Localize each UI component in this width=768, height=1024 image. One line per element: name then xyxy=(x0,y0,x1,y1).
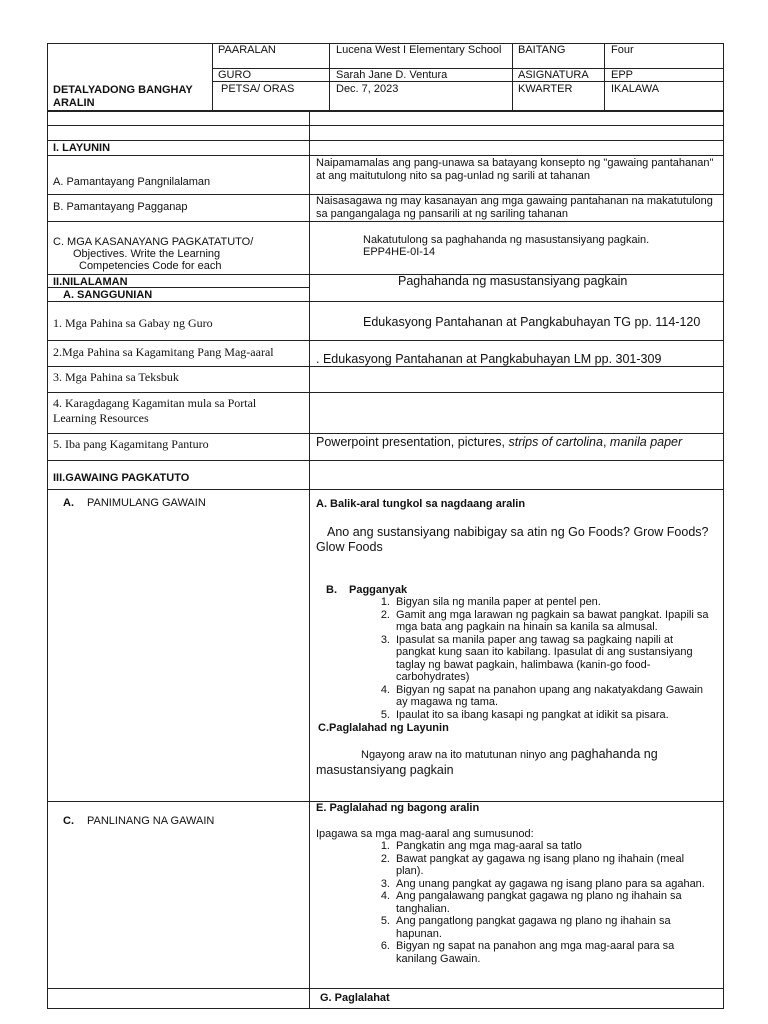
asignatura-value: EPP xyxy=(611,69,634,81)
list-item-text: Gamit ang mga larawan ng pagkain sa bawat pangkat. Ipapili sa mga bata ang pagkain na hinain sa kanila sa almusal. xyxy=(396,608,709,633)
row-rule xyxy=(47,340,724,341)
list-item-text: Ipaulat ito sa ibang kasapi ng pangkat at idikit sa pisara. xyxy=(396,708,669,721)
list-item: 4. Bigyan ng sapat na panahon upang ang nakatyakdang Gawain ay magawa ng tama. xyxy=(380,683,704,708)
list-item: 5. Ipaulat ito sa ibang kasapi ng pangkat at idikit sa pisara. xyxy=(380,708,669,721)
list-item: 6. Bigyan ng sapat na panahon ang mga mag-aaral para sa kanilang Gawain. xyxy=(380,940,675,965)
iba-value-part3: , xyxy=(602,435,610,449)
paglalahat-heading: G. Paglalahat xyxy=(320,992,390,1004)
pamantayang-pangnilalaman-text: Naipamamalas ang pang-unawa sa batayang konsepto ng "gawaing pantahanan" at ang maitutulong nito sa pag-unlad ng sarili at tahanan xyxy=(316,157,714,182)
paglalahad-part2: paghahanda ng masustansiyang pagkain xyxy=(316,747,658,777)
divider xyxy=(512,43,513,112)
row-rule xyxy=(47,433,724,434)
doc-title: DETALYADONG BANGHAY ARALIN xyxy=(53,84,193,109)
paglalahad-part1: Ngayong araw na ito matutunan ninyo ang xyxy=(361,749,571,761)
portal-label: 4. Karagdagang Kagamitan mula sa Portal Learning Resources xyxy=(53,396,257,425)
list-item: 3. Ipasulat sa manila paper ang tawag sa pagkaing napili at pangkat kung saan ito kabilang. Ipasulat di ang sustansiyang taglay ng bawat pagkain, halimbawa (kanin-go food-carbohydrates) xyxy=(380,633,693,683)
kwarter-value: IKALAWA xyxy=(611,83,660,95)
kasanayan-text: Nakatutulong sa paghahanda ng masustansiyang pagkain. xyxy=(363,234,650,246)
list-item: 3. Ang unang pangkat ay gagawa ng isang plano para sa agahan. xyxy=(380,877,705,890)
row-rule xyxy=(47,392,724,393)
list-item-text: Bawat pangkat ay gagawa ng isang plano ng ihahain (meal plan). xyxy=(396,852,685,877)
baitang-value: Four xyxy=(611,44,634,56)
list-item-text: Ang unang pangkat ay gagawa ng isang plano para sa agahan. xyxy=(396,877,705,890)
kasanayan-label-line3: Competencies Code for each xyxy=(79,260,222,272)
list-item: 1. Pangkatin ang mga mag-aaral sa tatlo xyxy=(380,840,582,852)
bagong-aralin-intro: Ipagawa sa mga mag-aaral ang sumusunod: xyxy=(316,828,534,840)
panlinang-letter: C. xyxy=(63,815,74,827)
iba-pang-kagamitan-label: 5. Iba pang Kagamitang Panturo xyxy=(53,437,209,451)
paaralan-value: Lucena West I Elementary School xyxy=(336,44,502,56)
layunin-heading: I. LAYUNIN xyxy=(53,142,111,154)
paglalahad-layunin-text xyxy=(316,747,716,779)
gawain-heading: III.GAWAING PAGKATUTO xyxy=(53,472,190,484)
kagamitang-mag-aaral-label: 2.Mga Pahina sa Kagamitang Pang Mag-aaral xyxy=(53,345,274,359)
gabay-guro-value: Edukasyong Pantahanan at Pangkabuhayan TG pp. 114-120 xyxy=(363,315,701,329)
divider xyxy=(212,81,724,82)
pamantayang-pagganap-label: B. Pamantayang Pagganap xyxy=(53,201,188,213)
guro-label: GURO xyxy=(218,69,251,81)
bagong-aralin-heading: E. Paglalahad ng bagong aralin xyxy=(316,802,480,814)
list-item: 5. Ang pangatlong pangkat gagawa ng plano ng ihahain sa hapunan. xyxy=(380,915,671,940)
divider xyxy=(212,43,213,112)
bagong-aralin-list xyxy=(370,840,710,965)
balik-aral-text: Ano ang sustansiyang nabibigay sa atin ng Go Foods? Grow Foods? Glow Foods xyxy=(316,525,709,554)
gabay-guro-label: 1. Mga Pahina sa Gabay ng Guro xyxy=(53,316,213,330)
list-item: 2. Gamit ang mga larawan ng pagkain sa bawat pangkat. Ipapili sa mga bata ang pagkain na hinain sa kanila sa almusal. xyxy=(380,608,709,633)
list-item-text: Ang pangatlong pangkat gagawa ng plano ng ihahain sa hapunan. xyxy=(396,915,671,940)
kasanayan-label-line2: Objectives. Write the Learning xyxy=(73,248,221,260)
kagamitang-mag-aaral-value: . Edukasyong Pantahanan at Pangkabuhayan LM pp. 301-309 xyxy=(316,352,662,366)
petsa-value: Dec. 7, 2023 xyxy=(336,83,399,95)
list-item-text: Bigyan sila ng manila paper at pentel pen. xyxy=(396,596,601,608)
guro-value: Sarah Jane D. Ventura xyxy=(336,69,448,81)
paglalahad-layunin-heading: C.Paglalahad ng Layunin xyxy=(318,722,449,734)
divider xyxy=(329,43,330,112)
list-item-text: Bigyan ng sapat na panahon upang ang nakatyakdang Gawain ay magawa ng tama. xyxy=(396,683,704,708)
pagganyak-letter: B. xyxy=(326,584,337,596)
iba-value-part2: strips of cartolina xyxy=(508,435,603,449)
iba-value-part1: Powerpoint presentation, pictures, xyxy=(316,435,509,449)
petsa-label: PETSA/ ORAS xyxy=(221,83,295,95)
row-rule xyxy=(47,988,724,989)
asignatura-label: ASIGNATURA xyxy=(518,69,589,81)
list-item: 4. Ang pangalawang pangkat gagawa ng plano ng ihahain sa tanghalian. xyxy=(380,890,682,915)
panimulang-label: PANIMULANG GAWAIN xyxy=(87,497,206,509)
panlinang-label: PANLINANG NA GAWAIN xyxy=(87,815,215,827)
row-rule xyxy=(47,125,724,126)
list-item-text: Pangkatin ang mga mag-aaral sa tatlo xyxy=(396,840,582,852)
sanggunian-heading: A. SANGGUNIAN xyxy=(63,289,153,301)
list-item-text: Ang pangalawang pangkat gagawa ng plano ng ihahain sa tanghalian. xyxy=(396,890,682,915)
row-rule xyxy=(47,489,724,490)
list-item: 2. Bawat pangkat ay gagawa ng isang plano ng ihahain (meal plan). xyxy=(380,852,685,877)
baitang-label: BAITANG xyxy=(518,44,566,56)
nilalaman-heading: II.NILALAMAN xyxy=(53,276,128,288)
kasanayan-label-line1: C. MGA KASANAYANG PAGKATATUTO/ xyxy=(53,236,254,248)
row-rule xyxy=(47,155,724,156)
column-divider xyxy=(309,110,310,1009)
list-item-text: Ipasulat sa manila paper ang tawag sa pagkaing napili at pangkat kung saan ito kabilang. Ipasulat di ang sustansiyang taglay ng bawat pagkain, halimbawa (kanin-go food-carbohydrates) xyxy=(396,633,693,683)
panimulang-letter: A. xyxy=(63,497,74,509)
iba-pang-kagamitan-value xyxy=(316,435,682,450)
pagganyak-list xyxy=(370,596,710,721)
pamantayang-pagganap-text: Naisasagawa ng may kasanayan ang mga gawaing pantahanan na makatutulong sa pangangalaga ng pansarili at ng sariling tahanan xyxy=(316,195,713,220)
divider xyxy=(604,43,605,112)
list-item: 1. Bigyan sila ng manila paper at pentel pen. xyxy=(380,596,601,608)
teksbuk-label: 3. Mga Pahina sa Teksbuk xyxy=(53,370,179,384)
row-rule xyxy=(47,460,724,461)
kasanayan-code: EPP4HE-0I-14 xyxy=(363,246,436,258)
iba-value-part4: manila paper xyxy=(609,435,683,449)
paaralan-label: PAARALAN xyxy=(218,44,276,56)
list-item-text: Bigyan ng sapat na panahon ang mga mag-aaral para sa kanilang Gawain. xyxy=(396,940,675,965)
nilalaman-value: Paghahanda ng masustansiyang pagkain xyxy=(398,274,628,288)
pamantayang-pangnilalaman-label: A. Pamantayang Pangnilalaman xyxy=(53,176,211,188)
pagganyak-heading: Pagganyak xyxy=(349,584,408,596)
kwarter-label: KWARTER xyxy=(518,83,573,95)
balik-aral-heading: A. Balik-aral tungkol sa nagdaang aralin xyxy=(316,498,526,510)
divider xyxy=(212,68,724,69)
row-rule xyxy=(47,140,724,141)
row-rule xyxy=(47,221,724,222)
